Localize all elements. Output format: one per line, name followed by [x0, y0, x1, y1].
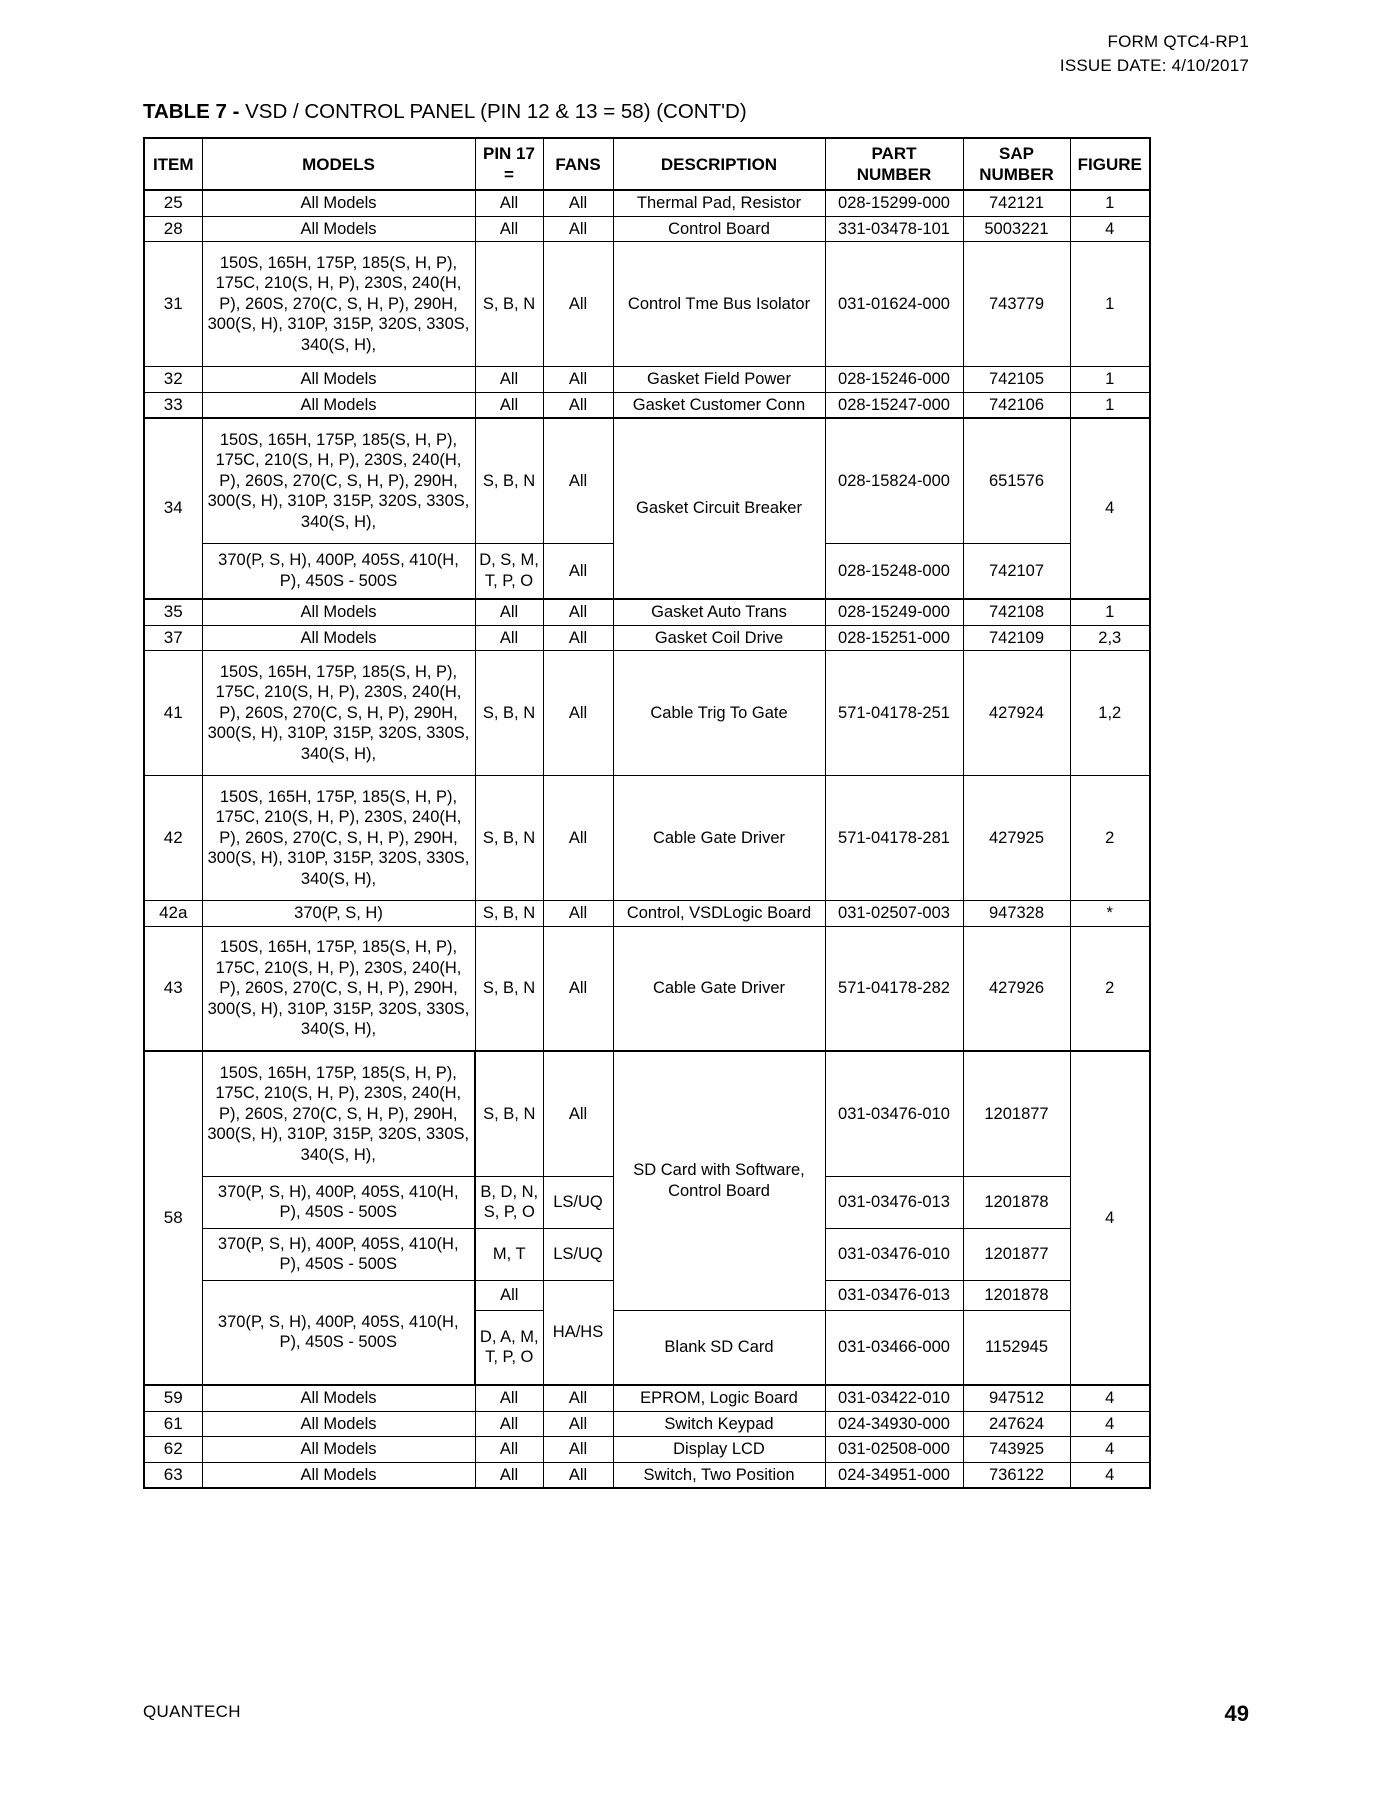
table-row: [144, 651, 1150, 776]
cell-part-number: 024-34930-000: [825, 1411, 963, 1437]
cell-part-number: 024-34951-000: [825, 1462, 963, 1488]
cell-part-number: 331-03478-101: [825, 216, 963, 242]
cell-sap-number: 1201877: [963, 1051, 1070, 1176]
table-row: [144, 776, 1150, 901]
footer-company: QUANTECH: [143, 1702, 241, 1721]
part-number-line2: NUMBER: [856, 165, 932, 184]
cell-sap-number: 427924: [963, 651, 1070, 776]
cell-models: 370(P, S, H), 400P, 405S, 410(H, P), 450S - 500S: [202, 1176, 475, 1228]
cell-part-number: 031-02508-000: [825, 1437, 963, 1463]
cell-sap-number: 742108: [963, 599, 1070, 625]
table-row: [144, 1462, 1150, 1488]
table-row: [144, 1385, 1150, 1411]
cell-fans: All: [543, 1051, 613, 1176]
cell-sap-number: 427925: [963, 776, 1070, 901]
cell-pin17: All: [475, 625, 543, 651]
cell-sap-number: 1201878: [963, 1176, 1070, 1228]
cell-models: All Models: [202, 392, 475, 418]
column-header-item: ITEM: [144, 138, 202, 190]
table-row: [144, 392, 1150, 418]
cell-description: Gasket Customer Conn: [613, 392, 825, 418]
cell-fans: All: [543, 776, 613, 901]
cell-part-number: 571-04178-281: [825, 776, 963, 901]
cell-models: 150S, 165H, 175P, 185(S, H, P), 175C, 210(S, H, P), 230S, 240(H, P), 260S, 270(C, S, H, P), 290H, 300(S, H), 310P, 315P, 320S, 330S, 340(S, H),: [202, 651, 475, 776]
cell-pin17: M, T: [475, 1228, 543, 1280]
table-row: [144, 216, 1150, 242]
cell-description: EPROM, Logic Board: [613, 1385, 825, 1411]
table-header-row: [144, 138, 1150, 190]
cell-models: All Models: [202, 625, 475, 651]
cell-fans: All: [543, 216, 613, 242]
cell-figure: 2: [1070, 926, 1150, 1051]
cell-models: All Models: [202, 1385, 475, 1411]
cell-models: All Models: [202, 1411, 475, 1437]
cell-sap-number: 742106: [963, 392, 1070, 418]
table-row: [144, 242, 1150, 367]
cell-fans: All: [543, 1385, 613, 1411]
parts-table-container: [143, 137, 1149, 1489]
cell-models: 370(P, S, H), 400P, 405S, 410(H, P), 450S - 500S: [202, 1280, 475, 1385]
cell-fans: All: [543, 1462, 613, 1488]
cell-item: 33: [144, 392, 202, 418]
cell-fans: All: [543, 599, 613, 625]
cell-sap-number: 427926: [963, 926, 1070, 1051]
cell-part-number: 031-03422-010: [825, 1385, 963, 1411]
cell-part-number: 028-15248-000: [825, 543, 963, 599]
cell-item: 32: [144, 367, 202, 393]
cell-sap-number: 1152945: [963, 1310, 1070, 1385]
table-row: [144, 926, 1150, 1051]
cell-pin17: D, A, M, T, P, O: [475, 1310, 543, 1385]
cell-pin17: All: [475, 599, 543, 625]
cell-fans: All: [543, 1437, 613, 1463]
cell-figure: 4: [1070, 1051, 1150, 1385]
form-number: FORM QTC4-RP1: [1107, 32, 1249, 51]
cell-description: Gasket Circuit Breaker: [613, 418, 825, 599]
cell-figure: *: [1070, 901, 1150, 927]
cell-models: 150S, 165H, 175P, 185(S, H, P), 175C, 210(S, H, P), 230S, 240(H, P), 260S, 270(C, S, H, P), 290H, 300(S, H), 310P, 315P, 320S, 330S, 340(S, H),: [202, 1051, 475, 1176]
cell-pin17: S, B, N: [475, 651, 543, 776]
cell-item: 31: [144, 242, 202, 367]
cell-item: 62: [144, 1437, 202, 1463]
cell-part-number: 028-15251-000: [825, 625, 963, 651]
cell-sap-number: 742121: [963, 190, 1070, 216]
cell-item: 59: [144, 1385, 202, 1411]
cell-description: Display LCD: [613, 1437, 825, 1463]
cell-sap-number: 1201878: [963, 1280, 1070, 1310]
cell-sap-number: 742105: [963, 367, 1070, 393]
cell-sap-number: 5003221: [963, 216, 1070, 242]
cell-pin17: All: [475, 1437, 543, 1463]
column-header-part-number: [825, 138, 963, 190]
cell-pin17: S, B, N: [475, 901, 543, 927]
cell-sap-number: 651576: [963, 418, 1070, 543]
cell-part-number: 031-03476-013: [825, 1280, 963, 1310]
cell-models: 150S, 165H, 175P, 185(S, H, P), 175C, 210(S, H, P), 230S, 240(H, P), 260S, 270(C, S, H, P), 290H, 300(S, H), 310P, 315P, 320S, 330S, 340(S, H),: [202, 418, 475, 543]
cell-figure: 2,3: [1070, 625, 1150, 651]
cell-models: All Models: [202, 1462, 475, 1488]
cell-fans: All: [543, 651, 613, 776]
table-row: [144, 367, 1150, 393]
cell-figure: 4: [1070, 1462, 1150, 1488]
cell-description: Blank SD Card: [613, 1310, 825, 1385]
table-row: [144, 1411, 1150, 1437]
cell-figure: 4: [1070, 1411, 1150, 1437]
cell-pin17: S, B, N: [475, 418, 543, 543]
cell-figure: 1: [1070, 190, 1150, 216]
footer-page-number: 49: [1224, 1701, 1249, 1726]
cell-part-number: 028-15249-000: [825, 599, 963, 625]
sap-number-line1: SAP: [999, 144, 1034, 163]
cell-models: All Models: [202, 1437, 475, 1463]
cell-models: All Models: [202, 216, 475, 242]
column-header-description: DESCRIPTION: [613, 138, 825, 190]
cell-item: 37: [144, 625, 202, 651]
cell-item: 42a: [144, 901, 202, 927]
cell-pin17: B, D, N, S, P, O: [475, 1176, 543, 1228]
cell-figure: 4: [1070, 418, 1150, 599]
table-row: [144, 625, 1150, 651]
cell-pin17: All: [475, 367, 543, 393]
cell-pin17: D, S, M, T, P, O: [475, 543, 543, 599]
cell-part-number: 571-04178-282: [825, 926, 963, 1051]
sap-number-line2: NUMBER: [979, 165, 1054, 184]
cell-description: SD Card with Software, Control Board: [613, 1051, 825, 1310]
cell-fans: All: [543, 1411, 613, 1437]
cell-item: 42: [144, 776, 202, 901]
cell-sap-number: 1201877: [963, 1228, 1070, 1280]
cell-models: All Models: [202, 190, 475, 216]
column-header-models: MODELS: [202, 138, 475, 190]
cell-figure: 2: [1070, 776, 1150, 901]
cell-description: Cable Trig To Gate: [613, 651, 825, 776]
cell-part-number: 031-03466-000: [825, 1310, 963, 1385]
cell-fans: All: [543, 190, 613, 216]
cell-fans: LS/UQ: [543, 1228, 613, 1280]
cell-pin17: All: [475, 1385, 543, 1411]
cell-description: Thermal Pad, Resistor: [613, 190, 825, 216]
table-row: [144, 418, 1150, 543]
cell-models: 150S, 165H, 175P, 185(S, H, P), 175C, 210(S, H, P), 230S, 240(H, P), 260S, 270(C, S, H, P), 290H, 300(S, H), 310P, 315P, 320S, 330S, 340(S, H),: [202, 926, 475, 1051]
cell-fans: All: [543, 926, 613, 1051]
page-title: [143, 100, 747, 124]
cell-part-number: 031-02507-003: [825, 901, 963, 927]
cell-sap-number: 947512: [963, 1385, 1070, 1411]
document-header: [1060, 30, 1249, 78]
cell-pin17: All: [475, 1411, 543, 1437]
cell-models: 370(P, S, H), 400P, 405S, 410(H, P), 450S - 500S: [202, 1228, 475, 1280]
part-number-line1: PART: [871, 144, 917, 163]
table-row: [144, 901, 1150, 927]
cell-description: Gasket Field Power: [613, 367, 825, 393]
cell-figure: 1: [1070, 242, 1150, 367]
cell-description: Cable Gate Driver: [613, 926, 825, 1051]
table-row: [144, 1051, 1150, 1176]
column-header-pin17: PIN 17 =: [475, 138, 543, 190]
cell-models: All Models: [202, 367, 475, 393]
parts-table-body: [144, 190, 1150, 1488]
cell-figure: 4: [1070, 1437, 1150, 1463]
cell-figure: 1: [1070, 599, 1150, 625]
cell-models: All Models: [202, 599, 475, 625]
cell-models: 370(P, S, H): [202, 901, 475, 927]
cell-item: 41: [144, 651, 202, 776]
cell-sap-number: 742107: [963, 543, 1070, 599]
cell-pin17: All: [475, 1462, 543, 1488]
cell-item: 63: [144, 1462, 202, 1488]
cell-pin17: S, B, N: [475, 926, 543, 1051]
cell-pin17: All: [475, 190, 543, 216]
cell-part-number: 031-03476-010: [825, 1228, 963, 1280]
table-row: [144, 1437, 1150, 1463]
cell-item: 25: [144, 190, 202, 216]
cell-sap-number: 743779: [963, 242, 1070, 367]
table-label: TABLE 7 -: [143, 100, 246, 123]
column-header-fans: FANS: [543, 138, 613, 190]
cell-fans: All: [543, 543, 613, 599]
cell-description: Switch, Two Position: [613, 1462, 825, 1488]
cell-item: 43: [144, 926, 202, 1051]
cell-part-number: 028-15299-000: [825, 190, 963, 216]
cell-models: 370(P, S, H), 400P, 405S, 410(H, P), 450S - 500S: [202, 543, 475, 599]
cell-sap-number: 947328: [963, 901, 1070, 927]
column-header-sap-number: [963, 138, 1070, 190]
table-title-text: VSD / CONTROL PANEL (PIN 12 & 13 = 58) (CONT'D): [245, 100, 747, 123]
cell-figure: 4: [1070, 216, 1150, 242]
cell-pin17: All: [475, 392, 543, 418]
parts-table: [143, 137, 1151, 1489]
cell-figure: 4: [1070, 1385, 1150, 1411]
cell-part-number: 031-03476-013: [825, 1176, 963, 1228]
issue-date: ISSUE DATE: 4/10/2017: [1059, 56, 1249, 75]
cell-fans: All: [543, 901, 613, 927]
table-row: [144, 190, 1150, 216]
cell-figure: 1: [1070, 392, 1150, 418]
cell-figure: 1: [1070, 367, 1150, 393]
cell-fans: All: [543, 367, 613, 393]
cell-part-number: 028-15246-000: [825, 367, 963, 393]
cell-description: Gasket Auto Trans: [613, 599, 825, 625]
cell-pin17: All: [475, 216, 543, 242]
cell-fans: HA/HS: [543, 1280, 613, 1385]
cell-pin17: S, B, N: [475, 242, 543, 367]
cell-description: Switch Keypad: [613, 1411, 825, 1437]
cell-fans: LS/UQ: [543, 1176, 613, 1228]
cell-pin17: S, B, N: [475, 1051, 543, 1176]
cell-part-number: 031-03476-010: [825, 1051, 963, 1176]
cell-models: 150S, 165H, 175P, 185(S, H, P), 175C, 210(S, H, P), 230S, 240(H, P), 260S, 270(C, S, H, P), 290H, 300(S, H), 310P, 315P, 320S, 330S, 340(S, H),: [202, 242, 475, 367]
cell-part-number: 031-01624-000: [825, 242, 963, 367]
cell-part-number: 571-04178-251: [825, 651, 963, 776]
cell-pin17: S, B, N: [475, 776, 543, 901]
cell-description: Gasket Coil Drive: [613, 625, 825, 651]
cell-item: 58: [144, 1051, 202, 1385]
cell-description: Control Tme Bus Isolator: [613, 242, 825, 367]
cell-sap-number: 736122: [963, 1462, 1070, 1488]
cell-description: Cable Gate Driver: [613, 776, 825, 901]
column-header-figure: FIGURE: [1070, 138, 1150, 190]
cell-description: Control, VSDLogic Board: [613, 901, 825, 927]
cell-item: 61: [144, 1411, 202, 1437]
cell-sap-number: 742109: [963, 625, 1070, 651]
cell-item: 34: [144, 418, 202, 599]
cell-fans: All: [543, 392, 613, 418]
cell-sap-number: 247624: [963, 1411, 1070, 1437]
cell-part-number: 028-15247-000: [825, 392, 963, 418]
cell-fans: All: [543, 418, 613, 543]
table-row: [144, 599, 1150, 625]
cell-models: 150S, 165H, 175P, 185(S, H, P), 175C, 210(S, H, P), 230S, 240(H, P), 260S, 270(C, S, H, P), 290H, 300(S, H), 310P, 315P, 320S, 330S, 340(S, H),: [202, 776, 475, 901]
cell-item: 28: [144, 216, 202, 242]
cell-description: Control Board: [613, 216, 825, 242]
cell-item: 35: [144, 599, 202, 625]
cell-part-number: 028-15824-000: [825, 418, 963, 543]
cell-fans: All: [543, 242, 613, 367]
cell-pin17: All: [475, 1280, 543, 1310]
cell-figure: 1,2: [1070, 651, 1150, 776]
cell-sap-number: 743925: [963, 1437, 1070, 1463]
cell-fans: All: [543, 625, 613, 651]
